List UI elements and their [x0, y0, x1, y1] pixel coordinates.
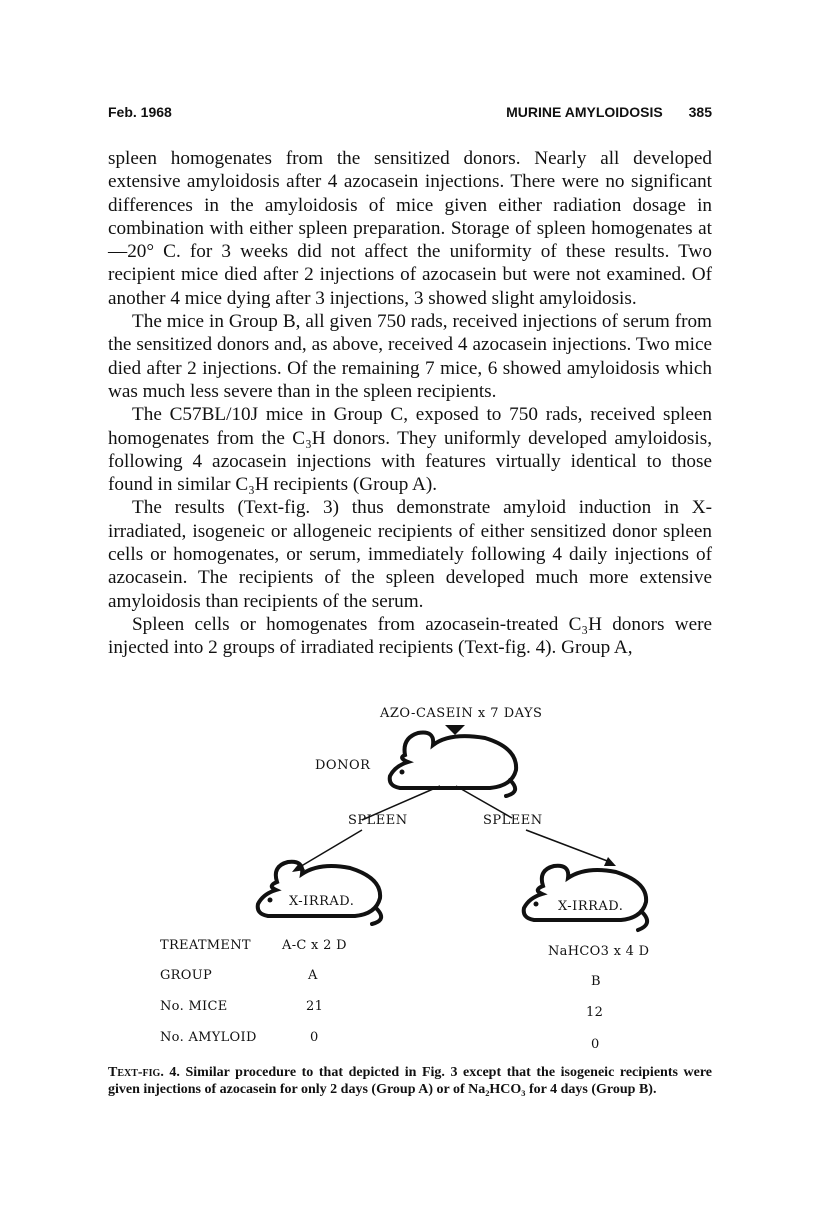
caption-lead: Text-fig. 4.: [108, 1065, 180, 1080]
donor-mouse-icon: [390, 733, 516, 797]
row-label-amyloid: No. AMYLOID: [160, 1030, 257, 1045]
group-a-amyloid: 0: [310, 1030, 319, 1045]
paragraph: The results (Text-fig. 3) thus demonstrate amyloid induction in X-irradiated, isogeneic or allogeneic recipients of either sensitized donor spleen cells or homogenates, or serum, immediately following 4 daily injections of azocasein. The recipients of the spleen developed much more extensive amyloidosis than recipients of the serum.: [108, 497, 712, 612]
donor-treatment-label: AZO-CASEIN x 7 DAYS: [380, 706, 543, 721]
header-right: [506, 104, 712, 120]
left-recipient-mouse-icon: [258, 862, 381, 924]
right-arrowhead: [604, 857, 616, 866]
page-number: 385: [688, 104, 712, 120]
row-label-treatment: TREATMENT: [160, 938, 251, 953]
text-figure-4: [150, 700, 690, 1060]
left-irradiation-label: X-IRRAD.: [289, 894, 355, 909]
donor-eye: [400, 770, 405, 775]
left-recipient-eye: [268, 898, 273, 903]
group-b-treatment: NaHCO3 x 4 D: [548, 944, 650, 959]
right-arrow-line: [526, 830, 610, 862]
caption-text: Similar procedure to that depicted in Fig. 3 except that the isogeneic recipients were given injections of azocasein for only 2 days (Group A) or of Na₂HCO₃ for 4 days (Group B).: [108, 1065, 712, 1097]
row-label-mice: No. MICE: [160, 999, 228, 1014]
right-spleen-label: SPLEEN: [483, 813, 543, 828]
paragraph: spleen homogenates from the sensitized donors. Nearly all developed extensive amyloidosis after 4 azocasein injections. There were no significant differences in the amyloidosis of mice given either radiation dosage in combination with either spleen preparation. Storage of spleen homogenates at —20° C. for 3 weeks did not affect the uniformity of these results. Two recipient mice died after 2 injections of azocasein but were not examined. Of another 4 mice dying after 3 injections, 3 showed slight amyloidosis.: [108, 148, 712, 309]
injection-arrowhead: [445, 725, 465, 735]
header-running-title: MURINE AMYLOIDOSIS: [506, 104, 663, 120]
figure-caption: [108, 1065, 712, 1098]
paragraph: The mice in Group B, all given 750 rads, received injections of serum from the sensitized donors and, as above, received 4 azocasein injections. Two mice died after 2 injections. Of the remaining 7 mice, 6 showed amyloidosis which was much less severe than in the spleen recipients.: [108, 311, 712, 402]
group-a-treatment: A-C x 2 D: [282, 938, 347, 953]
paragraph: The C57BL/10J mice in Group C, exposed to 750 rads, received spleen homogenates from the C₃H donors. They uniformly developed amyloidosis, following 4 azocasein injections with features virtually identical to those found in similar C₃H recipients (Group A).: [108, 404, 712, 496]
right-irradiation-label: X-IRRAD.: [558, 899, 624, 914]
group-a-mice: 21: [306, 999, 324, 1014]
header-date: Feb. 1968: [108, 104, 172, 120]
right-recipient-mouse-icon: [524, 866, 647, 930]
right-recipient-eye: [534, 902, 539, 907]
donor-label: DONOR: [315, 758, 371, 773]
group-b-mice: 12: [586, 1005, 604, 1020]
group-a-label: A: [308, 968, 318, 983]
left-arrow-line: [298, 830, 362, 868]
body-text: [108, 147, 712, 660]
paragraph: Spleen cells or homogenates from azocasein-treated C₃H donors were injected into 2 groups of irradiated recipients (Text-fig. 4). Group A,: [108, 613, 712, 659]
group-b-amyloid: 0: [591, 1037, 600, 1052]
running-header: [108, 104, 712, 126]
group-b-label: B: [591, 974, 601, 989]
row-label-group: GROUP: [160, 968, 213, 983]
left-spleen-label: SPLEEN: [348, 813, 408, 828]
